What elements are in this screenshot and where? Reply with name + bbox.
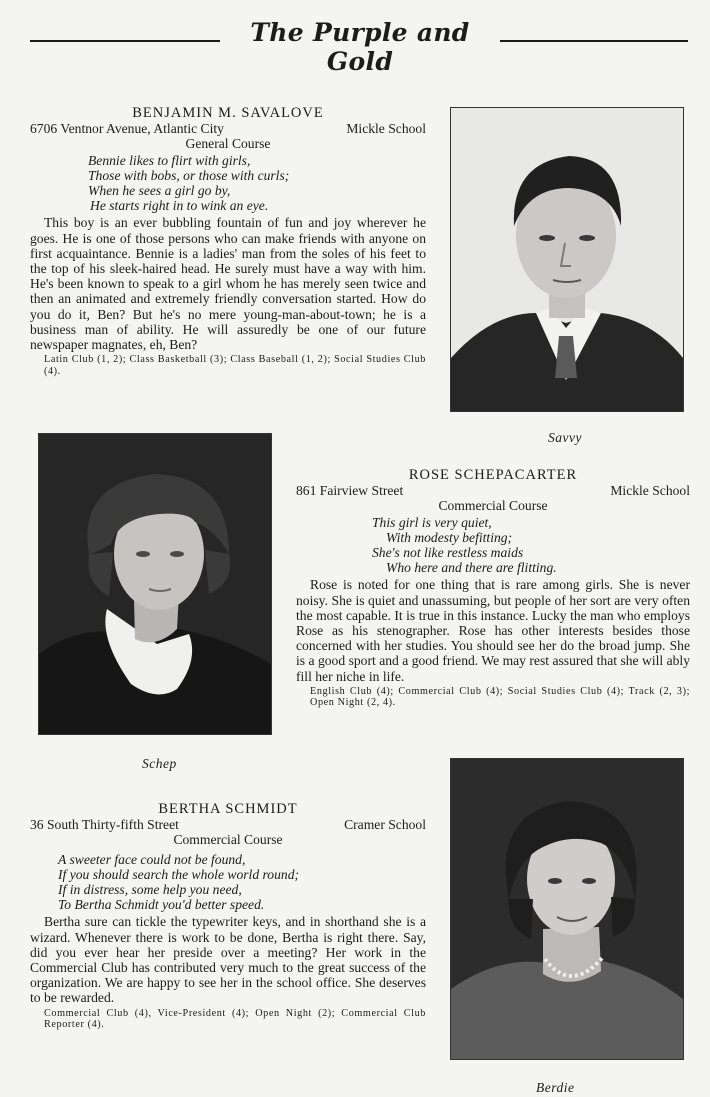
student-address: 861 Fairview Street — [296, 483, 404, 499]
student-name: ROSE SCHEPACARTER — [408, 467, 578, 483]
student-course: General Course — [185, 136, 271, 152]
page-title: The Purple and Gold — [250, 18, 470, 76]
verse-line: To Bertha Schmidt you'd better speed. — [58, 897, 265, 913]
portrait-photo-schmidt — [450, 758, 684, 1060]
student-activities: English Club (4); Commercial Club (4); Social Studies Club (4); Track (2, 3); Open Night (2, 4). — [310, 685, 690, 709]
address-row — [30, 121, 426, 136]
student-school: Cramer School — [344, 817, 426, 833]
student-bio: This boy is an ever bubbling fountain of fun and joy wherever he goes. He is one of those persons who can make friends with anyone on first acquaintance. Bennie is a ladies' man from the soles of his feet to the top of his sleek-haired head. He surely must have a way with him. He's been known to speak to a girl whom he has merely seen twice and then an animated and extremely friendly conversation started. How do you do it, Ben? But he's no mere young-man-about-town; he is a business man of ability. He will assuredly be one of our future newspaper magnates, eh, Ben? — [30, 215, 426, 353]
student-entry-schmidt — [30, 802, 426, 1030]
header-rule-right — [500, 40, 688, 42]
student-bio: Bertha sure can tickle the typewriter keys, and in shorthand she is a wizard. Whenever there is work to be done, Bertha is right there. Say, did you ever hear her preside over a meeting? Her work in the Commercial Club has contributed very much to the great success of the organization. We are happy to see her in the school office. She deserves to be rewarded. — [30, 914, 426, 1006]
student-nickname: Berdie — [536, 1080, 575, 1095]
verse-line: Those with bobs, or those with curls; — [88, 167, 290, 183]
verse-line: She's not like restless maids — [372, 545, 524, 561]
address-row — [296, 483, 690, 498]
student-name: BERTHA SCHMIDT — [158, 801, 298, 817]
student-entry-schepacarter — [296, 468, 690, 709]
student-activities: Commercial Club (4), Vice-President (4); Open Night (2); Commercial Club Reporter (4). — [44, 1007, 426, 1031]
address-row — [30, 817, 426, 832]
verse-line: Bennie likes to flirt with girls, — [88, 152, 251, 168]
student-school: Mickle School — [610, 483, 690, 499]
student-activities: Latin Club (1, 2); Class Basketball (3); Class Baseball (1, 2); Social Studies Club (4). — [44, 354, 426, 377]
verse-line: With modesty befitting; — [386, 529, 513, 545]
student-verse — [30, 153, 426, 214]
verse-line: He starts right in to wink an eye. — [90, 198, 269, 214]
verse-line: If in distress, some help you need, — [58, 882, 242, 898]
verse-line: This girl is very quiet, — [372, 514, 492, 530]
student-verse — [296, 515, 690, 576]
student-course: Commercial Course — [438, 498, 548, 514]
student-entry-savalove — [30, 106, 426, 377]
portrait-photo-schepacarter — [38, 433, 272, 735]
verse-line: When he sees a girl go by, — [88, 183, 231, 199]
student-name: BENJAMIN M. SAVALOVE — [132, 105, 324, 121]
student-address: 36 South Thirty-fifth Street — [30, 817, 179, 833]
student-nickname: Savvy — [548, 430, 582, 445]
verse-line: Who here and there are flitting. — [386, 560, 557, 576]
portrait-photo-savalove — [450, 107, 684, 412]
verse-line: If you should search the whole world round; — [58, 866, 300, 882]
student-course: Commercial Course — [173, 832, 283, 848]
student-nickname: Schep — [142, 756, 177, 771]
header-rule-left — [30, 40, 220, 42]
student-verse — [30, 852, 426, 913]
student-address: 6706 Ventnor Avenue, Atlantic City — [30, 121, 224, 137]
verse-line: A sweeter face could not be found, — [58, 851, 246, 867]
student-school: Mickle School — [346, 121, 426, 137]
student-bio: Rose is noted for one thing that is rare among girls. She is never noisy. She is quiet and unassuming, but people of her sort are very often the most capable. It is true in this instance. Lucky the man who employs Rose as his stenographer. Rose has other interests besides those concerned with her studies. You should see her do the broad jump. She is a good sport and a good friend. We may rest assured that she will ably fill her niche in life. — [296, 577, 690, 684]
